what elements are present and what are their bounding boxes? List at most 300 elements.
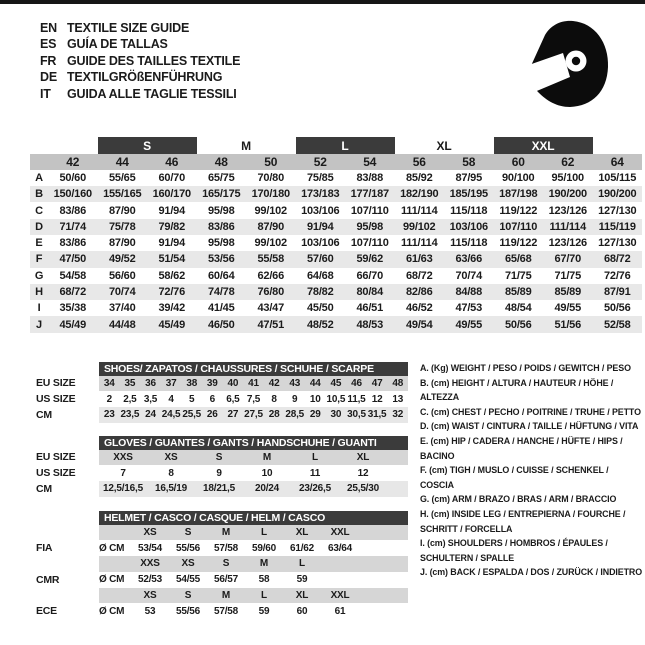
measurement-cell: 95/98 bbox=[207, 204, 235, 217]
measurement-cell: 78/82 bbox=[306, 286, 334, 299]
measurement-cell: 64/68 bbox=[306, 269, 334, 282]
helmet-size-value: 60 bbox=[296, 605, 308, 617]
size-number: 48 bbox=[214, 154, 228, 169]
size-value: 34 bbox=[103, 377, 115, 389]
measurement-cell: 87/95 bbox=[455, 171, 483, 184]
measurement-cell: 61/63 bbox=[405, 253, 433, 266]
measurement-row bbox=[30, 170, 642, 186]
language-title-row bbox=[40, 36, 240, 52]
row-letter: D bbox=[35, 220, 43, 233]
measurement-cell: 119/122 bbox=[499, 237, 538, 250]
row-label bbox=[36, 556, 99, 572]
size-number: 62 bbox=[561, 154, 575, 169]
helmet-size-label-row bbox=[36, 556, 408, 572]
row-values bbox=[99, 525, 408, 541]
size-value: 30,5 bbox=[347, 409, 366, 421]
helmet-size-value: 55/56 bbox=[175, 605, 201, 617]
measurement-cell: 74/78 bbox=[207, 286, 235, 299]
language-title-text: GUIDA ALLE TAGLIE TESSILI bbox=[67, 86, 237, 101]
measurement-row bbox=[30, 284, 642, 300]
helmet-size-value: 59 bbox=[258, 605, 270, 617]
measurement-cell: 47/53 bbox=[455, 302, 483, 315]
size-value: 9 bbox=[292, 393, 298, 405]
size-group-header-row bbox=[30, 137, 642, 154]
size-table-row bbox=[36, 391, 408, 407]
legend-item: H. (cm) INSIDE LEG / ENTREPIERNA / FOURCHE / SCHRITT / FORCELLA bbox=[420, 508, 626, 534]
row-values bbox=[99, 465, 408, 481]
size-value: 27 bbox=[227, 409, 239, 421]
measurement-cell: 45/50 bbox=[306, 302, 334, 315]
size-value: 38 bbox=[186, 377, 198, 389]
size-value: 10 bbox=[309, 393, 321, 405]
row-letter: I bbox=[37, 302, 41, 315]
legend-item: E. (cm) HIP / CADERA / HANCHE / HÜFTE / HIPS / BACINO bbox=[420, 435, 623, 461]
measurement-cell: 84/88 bbox=[455, 286, 483, 299]
language-code: FR bbox=[40, 53, 57, 68]
helmet-size-label: XL bbox=[295, 590, 309, 602]
size-group-label: S bbox=[98, 137, 197, 154]
measurement-cell: 50/56 bbox=[603, 302, 631, 315]
measurement-cell: 87/90 bbox=[108, 237, 136, 250]
measurement-cell: 65/68 bbox=[504, 253, 532, 266]
helmet-size-table bbox=[36, 511, 408, 619]
measurement-cell: 91/94 bbox=[306, 220, 334, 233]
measurement-cell: 48/53 bbox=[356, 318, 384, 331]
size-value: 16,5/19 bbox=[155, 483, 187, 495]
measurement-cell: 85/92 bbox=[405, 171, 433, 184]
measurement-cell: 71/75 bbox=[554, 269, 582, 282]
helmet-size-label: XS bbox=[143, 590, 157, 602]
measurement-cell: 58/62 bbox=[158, 269, 186, 282]
measurement-cell: 80/84 bbox=[356, 286, 384, 299]
helmet-value-row bbox=[36, 603, 408, 619]
measurement-cell: 45/49 bbox=[59, 318, 87, 331]
helmet-size-label: XXL bbox=[330, 590, 350, 602]
helmet-size-value: 53 bbox=[144, 605, 156, 617]
size-value: 26 bbox=[206, 409, 218, 421]
size-value: 31,5 bbox=[367, 409, 387, 421]
measurement-cell: 85/89 bbox=[554, 286, 582, 299]
row-values bbox=[99, 407, 408, 423]
row-label: CM bbox=[36, 482, 52, 495]
language-title-list bbox=[40, 20, 240, 102]
measurement-cell: 185/195 bbox=[449, 188, 488, 201]
measurement-cell: 57/60 bbox=[306, 253, 334, 266]
measurement-cell: 99/102 bbox=[254, 237, 287, 250]
size-value: 7 bbox=[120, 467, 126, 479]
language-code: ES bbox=[40, 37, 57, 52]
size-value: 48 bbox=[392, 377, 404, 389]
measurement-cell: 95/98 bbox=[356, 220, 384, 233]
helmet-size-value: 59 bbox=[296, 574, 308, 586]
legend-item: F. (cm) TIGH / MUSLO / CUISSE / SCHENKEL / COSCIA bbox=[420, 465, 609, 490]
measurement-cell: 72/76 bbox=[158, 286, 186, 299]
language-title-row bbox=[40, 20, 240, 36]
size-number: 50 bbox=[264, 154, 278, 169]
measurement-cell: 56/60 bbox=[108, 269, 136, 282]
size-value: 6 bbox=[209, 393, 215, 405]
row-letter: H bbox=[35, 286, 43, 299]
legend-item: I. (cm) SHOULDERS / HOMBROS / ÉPAULES / SCHULTERN / SPALLE bbox=[420, 538, 608, 563]
measurement-cell: 65/75 bbox=[207, 171, 235, 184]
size-table-row bbox=[36, 376, 408, 392]
size-number: 44 bbox=[115, 154, 129, 169]
row-label bbox=[36, 525, 99, 541]
language-title-row bbox=[40, 53, 240, 69]
measurement-cell: 68/72 bbox=[59, 286, 87, 299]
measurement-cell: 127/130 bbox=[598, 204, 637, 217]
helmet-table-title: HELMET / CASCO / CASQUE / HELM / CASCO bbox=[99, 511, 408, 525]
size-number: 46 bbox=[165, 154, 179, 169]
measurement-cell: 173/183 bbox=[301, 188, 340, 201]
size-value: 12 bbox=[371, 393, 383, 405]
measurement-cell: 105/115 bbox=[598, 171, 637, 184]
size-group-label: L bbox=[296, 137, 395, 154]
measurement-cell: 76/80 bbox=[257, 286, 285, 299]
size-value: 10 bbox=[261, 467, 273, 479]
size-value: 45 bbox=[330, 377, 342, 389]
language-title-text: TEXTILGRÖßENFÜHRUNG bbox=[67, 70, 223, 85]
measurement-cell: 115/119 bbox=[598, 220, 636, 233]
size-value: 8 bbox=[168, 467, 174, 479]
language-title-text: GUIDE DES TAILLES TEXTILE bbox=[67, 53, 241, 68]
measurement-cell: 49/55 bbox=[554, 302, 582, 315]
unit-label: Ø CM bbox=[99, 574, 125, 586]
size-number: 56 bbox=[412, 154, 426, 169]
measurement-cell: 107/110 bbox=[350, 237, 389, 250]
measurement-cell: 55/65 bbox=[108, 171, 136, 184]
measurement-cell: 170/180 bbox=[251, 188, 290, 201]
size-value: 20/24 bbox=[254, 483, 280, 495]
size-table-row bbox=[36, 407, 408, 423]
measurement-cell: 49/54 bbox=[405, 318, 433, 331]
language-title-text: TEXTILE SIZE GUIDE bbox=[67, 21, 190, 35]
size-value: 42 bbox=[268, 377, 280, 389]
measurement-cell: 187/198 bbox=[499, 188, 538, 201]
measurement-cell: 150/160 bbox=[53, 188, 92, 201]
row-values bbox=[99, 540, 408, 556]
measurement-cell: 107/110 bbox=[499, 220, 538, 233]
row-letter: C bbox=[35, 204, 43, 217]
measurement-cell: 60/70 bbox=[158, 171, 186, 184]
measurement-cell: 44/48 bbox=[108, 318, 136, 331]
helmet-size-label: XS bbox=[143, 526, 157, 538]
measurement-cell: 72/76 bbox=[603, 269, 631, 282]
helmet-size-label: XXS bbox=[140, 558, 160, 570]
measurement-cell: 59/62 bbox=[356, 253, 384, 266]
size-value: 29 bbox=[309, 409, 321, 421]
measurement-cell: 51/54 bbox=[158, 253, 186, 266]
measurement-cell: 123/126 bbox=[548, 204, 587, 217]
standard-label: FIA bbox=[36, 542, 53, 555]
measurement-cell: 87/91 bbox=[603, 286, 631, 299]
measurement-cell: 82/86 bbox=[405, 286, 433, 299]
size-value: 2,5 bbox=[123, 393, 137, 405]
legend-item: D. (cm) WAIST / CINTURA / TAILLE / HÜFTUNG / VITA bbox=[420, 421, 639, 432]
measurement-cell: 68/72 bbox=[405, 269, 433, 282]
size-value: 32 bbox=[392, 409, 404, 421]
legend-item: J. (cm) BACK / ESPALDA / DOS / ZURÜCK / INDIETRO bbox=[420, 567, 643, 578]
shoes-size-table bbox=[36, 362, 408, 423]
size-group-label: XL bbox=[436, 138, 452, 153]
measurement-cell: 75/78 bbox=[108, 220, 136, 233]
row-letter: A bbox=[35, 171, 43, 184]
measurement-cell: 90/100 bbox=[502, 171, 535, 184]
measurement-cell: 79/82 bbox=[158, 220, 186, 233]
size-value: 12 bbox=[357, 467, 369, 479]
measurement-cell: 103/106 bbox=[449, 220, 488, 233]
measurement-row bbox=[30, 300, 642, 316]
measurement-cell: 83/88 bbox=[356, 171, 384, 184]
size-number: 42 bbox=[66, 154, 80, 169]
size-value: 24,5 bbox=[161, 409, 181, 421]
legend-item: C. (cm) CHEST / PECHO / POITRINE / TRUHE / PETTO bbox=[420, 406, 641, 417]
language-title-row bbox=[40, 69, 240, 85]
size-value: 18/21,5 bbox=[203, 483, 235, 495]
size-table-row bbox=[36, 450, 408, 466]
measurement-cell: 182/190 bbox=[400, 188, 439, 201]
standard-label: CMR bbox=[36, 573, 60, 586]
standard-label: ECE bbox=[36, 605, 57, 618]
size-value: 5 bbox=[189, 393, 195, 405]
size-value: S bbox=[215, 451, 223, 463]
racing-helmet-icon bbox=[515, 14, 615, 116]
measurement-row bbox=[30, 316, 642, 332]
row-letter: E bbox=[35, 237, 43, 250]
measurement-cell: 165/175 bbox=[202, 188, 241, 201]
language-title-row bbox=[40, 86, 240, 102]
helmet-size-label-row bbox=[36, 525, 408, 541]
measurement-cell: 46/51 bbox=[356, 302, 384, 315]
size-value: 43 bbox=[289, 377, 301, 389]
row-label: CM bbox=[36, 408, 52, 421]
size-table-row bbox=[36, 481, 408, 497]
row-values bbox=[99, 391, 408, 407]
measurement-row bbox=[30, 235, 642, 251]
size-value: 44 bbox=[309, 377, 321, 389]
measurement-row bbox=[30, 202, 642, 218]
measurement-cell: 177/187 bbox=[350, 188, 389, 201]
measurement-row bbox=[30, 268, 642, 284]
size-value: 2 bbox=[106, 393, 112, 405]
size-value: XXS bbox=[113, 451, 133, 463]
measurement-cell: 51/56 bbox=[554, 318, 582, 331]
row-values bbox=[99, 556, 408, 572]
size-value: 28,5 bbox=[285, 409, 305, 421]
row-values bbox=[99, 572, 408, 588]
measurement-cell: 70/74 bbox=[455, 269, 483, 282]
row-label: US SIZE bbox=[36, 467, 76, 480]
helmet-size-value: 52/53 bbox=[137, 574, 163, 586]
legend-item: B. (cm) HEIGHT / ALTURA / HAUTEUR / HÖHE / ALTEZZA bbox=[420, 377, 614, 403]
size-value: L bbox=[312, 451, 318, 463]
measurement-cell: 70/80 bbox=[257, 171, 285, 184]
size-value: 47 bbox=[371, 377, 383, 389]
measurement-cell: 160/170 bbox=[152, 188, 191, 201]
size-value: 23 bbox=[103, 409, 115, 421]
helmet-size-label: S bbox=[184, 526, 192, 538]
measurement-cell: 60/64 bbox=[207, 269, 235, 282]
measurement-cell: 155/165 bbox=[103, 188, 142, 201]
row-values bbox=[99, 588, 408, 604]
helmet-size-label: M bbox=[221, 590, 231, 602]
measurement-row bbox=[30, 251, 642, 267]
helmet-value-row bbox=[36, 572, 408, 588]
size-number: 60 bbox=[511, 154, 525, 169]
measurement-cell: 91/94 bbox=[158, 237, 186, 250]
helmet-size-label: XS bbox=[181, 558, 195, 570]
measurement-cell: 111/114 bbox=[400, 204, 438, 217]
corner-cell bbox=[30, 154, 48, 170]
measurement-cell: 95/98 bbox=[207, 237, 235, 250]
measurement-cell: 190/200 bbox=[548, 188, 587, 201]
legend-item: A. (Kg) WEIGHT / PESO / POIDS / GEWITCH / PESO bbox=[420, 363, 631, 373]
unit-label: Ø CM bbox=[99, 542, 125, 554]
measurement-cell: 87/90 bbox=[108, 204, 136, 217]
measurement-cell: 50/56 bbox=[504, 318, 532, 331]
size-value: 37 bbox=[165, 377, 177, 389]
helmet-size-label: M bbox=[221, 526, 231, 538]
gloves-table-title: GLOVES / GUANTES / GANTS / HANDSCHUHE / GUANTI bbox=[99, 436, 408, 450]
legend-item: G. (cm) ARM / BRAZO / BRAS / ARM / BRACCIO bbox=[420, 494, 617, 505]
helmet-size-value: 63/64 bbox=[327, 542, 353, 554]
measurement-cell: 99/102 bbox=[254, 204, 287, 217]
size-value: 7,5 bbox=[246, 393, 261, 405]
measurement-cell: 83/86 bbox=[59, 204, 87, 217]
helmet-size-label: M bbox=[259, 558, 269, 570]
helmet-size-value: 61/62 bbox=[289, 542, 315, 554]
helmet-size-value: 55/56 bbox=[175, 542, 201, 554]
helmet-size-value: 56/57 bbox=[213, 574, 239, 586]
size-number-header-row bbox=[30, 154, 642, 170]
helmet-size-label: XL bbox=[295, 526, 309, 538]
unit-label: Ø CM bbox=[99, 605, 125, 617]
measurement-cell: 45/49 bbox=[158, 318, 186, 331]
size-value: 40 bbox=[227, 377, 239, 389]
row-letter: J bbox=[36, 318, 42, 331]
gloves-size-table bbox=[36, 436, 408, 497]
measurement-cell: 62/66 bbox=[257, 269, 285, 282]
size-value: 24 bbox=[145, 409, 156, 421]
measurement-cell: 43/47 bbox=[257, 302, 285, 315]
measurement-cell: 35/38 bbox=[59, 302, 87, 315]
row-values bbox=[99, 450, 408, 466]
measurement-cell: 103/106 bbox=[301, 204, 340, 217]
size-value: 8 bbox=[271, 393, 277, 405]
size-table-row bbox=[36, 465, 408, 481]
measurement-cell: 52/58 bbox=[603, 318, 631, 331]
row-label bbox=[36, 588, 99, 604]
size-value: 46 bbox=[351, 377, 362, 389]
size-value: 13 bbox=[392, 393, 404, 405]
size-number: 64 bbox=[610, 154, 624, 169]
row-values bbox=[99, 376, 408, 392]
language-title-text: GUÍA DE TALLAS bbox=[67, 37, 168, 52]
size-value: XS bbox=[164, 451, 178, 463]
measurement-cell: 115/118 bbox=[450, 204, 488, 217]
helmet-size-label: XXL bbox=[330, 526, 350, 538]
size-value: 4 bbox=[168, 393, 174, 405]
measurement-cell: 46/52 bbox=[405, 302, 433, 315]
language-code: DE bbox=[40, 70, 57, 85]
row-label: EU SIZE bbox=[36, 451, 76, 464]
size-value: 10,5 bbox=[326, 393, 346, 405]
measurement-legend bbox=[420, 361, 643, 580]
measurement-cell: 99/102 bbox=[403, 220, 436, 233]
helmet-value-row bbox=[36, 540, 408, 556]
measurement-row bbox=[30, 219, 642, 235]
measurement-cell: 46/50 bbox=[207, 318, 235, 331]
measurement-cell: 68/72 bbox=[603, 253, 631, 266]
measurement-cell: 103/106 bbox=[301, 237, 340, 250]
size-value: XL bbox=[356, 451, 370, 463]
size-value: 6,5 bbox=[226, 393, 240, 405]
measurement-cell: 50/60 bbox=[59, 171, 87, 184]
size-group-label: M bbox=[241, 138, 251, 153]
size-value: 30 bbox=[330, 409, 342, 421]
measurement-cell: 190/200 bbox=[598, 188, 637, 201]
row-letter: B bbox=[35, 188, 43, 201]
size-value: 23,5 bbox=[120, 409, 140, 421]
helmet-size-value: 58 bbox=[258, 574, 270, 586]
size-value: 28 bbox=[268, 409, 280, 421]
helmet-size-value: 54/55 bbox=[175, 574, 201, 586]
size-value: 39 bbox=[206, 377, 218, 389]
size-value: 25,5 bbox=[182, 409, 202, 421]
size-value: 11,5 bbox=[347, 393, 366, 405]
measurement-cell: 127/130 bbox=[598, 237, 637, 250]
measurement-cell: 83/86 bbox=[207, 220, 235, 233]
size-number: 54 bbox=[363, 154, 377, 169]
measurement-cell: 63/66 bbox=[455, 253, 483, 266]
measurement-cell: 66/70 bbox=[356, 269, 384, 282]
size-value: 25,5/30 bbox=[347, 483, 379, 495]
measurement-cell: 70/74 bbox=[108, 286, 136, 299]
size-group-label: XXL bbox=[494, 137, 593, 154]
size-value: 41 bbox=[248, 377, 259, 389]
measurement-cell: 54/58 bbox=[59, 269, 87, 282]
measurement-cell: 123/126 bbox=[548, 237, 587, 250]
measurement-cell: 115/118 bbox=[450, 237, 488, 250]
measurement-cell: 47/51 bbox=[257, 318, 285, 331]
measurement-cell: 55/58 bbox=[257, 253, 285, 266]
size-value: 9 bbox=[216, 467, 222, 479]
row-label: US SIZE bbox=[36, 393, 76, 406]
language-code: IT bbox=[40, 86, 51, 101]
size-number: 52 bbox=[313, 154, 327, 169]
measurement-cell: 49/52 bbox=[108, 253, 136, 266]
textile-size-table bbox=[30, 137, 642, 333]
row-values bbox=[99, 481, 408, 497]
measurement-cell: 91/94 bbox=[158, 204, 186, 217]
size-value: 12,5/16,5 bbox=[103, 483, 143, 495]
helmet-size-value: 53/54 bbox=[137, 542, 163, 554]
size-value: 11 bbox=[309, 467, 321, 479]
measurement-cell: 48/54 bbox=[504, 302, 532, 315]
row-letter: F bbox=[35, 253, 43, 266]
size-number: 58 bbox=[462, 154, 476, 169]
measurement-cell: 111/114 bbox=[400, 237, 438, 250]
helmet-size-label: L bbox=[261, 590, 267, 602]
size-value: 3,5 bbox=[143, 393, 158, 405]
measurement-cell: 119/122 bbox=[499, 204, 538, 217]
size-value: 35 bbox=[124, 377, 136, 389]
measurement-cell: 95/100 bbox=[551, 171, 584, 184]
measurement-cell: 47/50 bbox=[59, 253, 87, 266]
helmet-size-label: L bbox=[261, 526, 267, 538]
top-border bbox=[0, 0, 645, 4]
size-value: 27,5 bbox=[244, 409, 263, 421]
